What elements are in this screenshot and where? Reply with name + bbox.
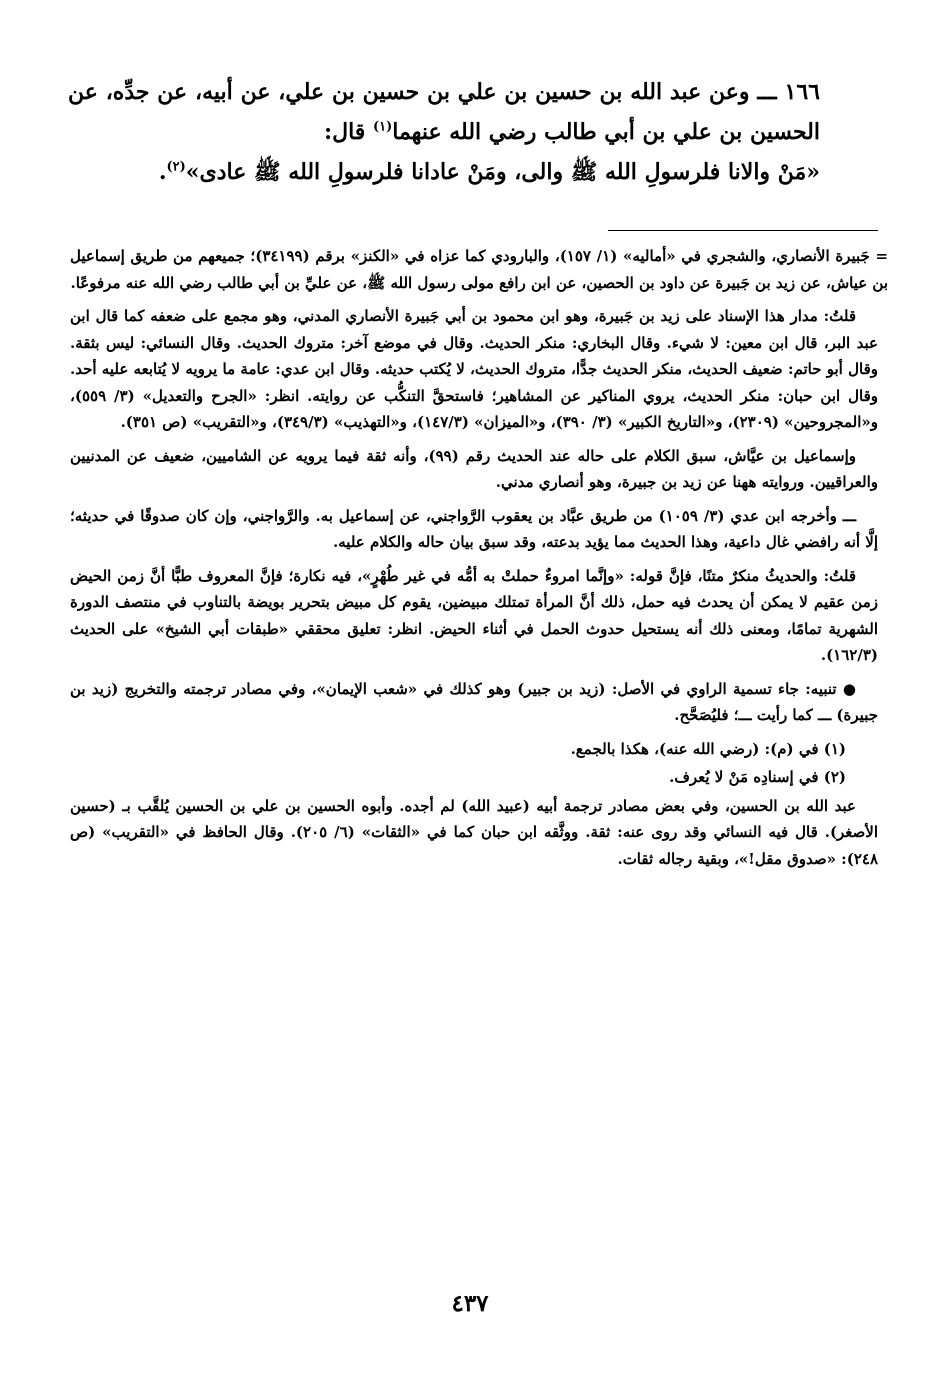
hadith-quote-text: «مَنْ والانا فلرسولِ الله ﷺ والى، ومَنْ عادانا فلرسولِ الله ﷺ عادى» — [185, 159, 820, 185]
footnote-paragraph: قلتُ: والحديثُ منكرٌ متنًا، فإنَّ قوله: «وإنَّما امروءٌ حملتْ به أمُّه في غير طُهْرٍ»، فيه نكارة؛ فإنَّ المعروف طبًّا أنَّ زمن الحيض زمن عقيم لا يمكن أن يحدث فيه حمل، ذلك أنَّ المرأة تمتلك مبيضين، يقوم كل مبيض بتحرير بويضة بالتناوب في منتصف الدورة الشهرية تمامًا، ومعنى ذلك أنه يستحيل حدوث الحمل في أثناء الحيض. انظر: تعليق محققي «طبقات أبي الشيخ» على الحديث (١٦٢/٣). — [70, 566, 878, 664]
footnote-marker-2: (٢) — [166, 159, 186, 175]
footnote-1: (١) في (م): (رضي الله عنه)، هكذا بالجمع. — [570, 739, 846, 758]
page-number: ٤٣٧ — [451, 1290, 489, 1317]
hadith-chain-text: ١٦٦ ـــ وعن عبد الله بن حسين بن علي بن حسين بن علي، عن أبيه، عن جدِّه، عن الحسين بن علي بن أبي طالب رضي الله عنهما — [68, 79, 820, 145]
footnote-paragraph: قلتُ: مدار هذا الإسناد على زيد بن جَبيرة، وهو ابن محمود بن أبي جَبيرة الأنصاري المدني، وهو مجمع على ضعفه كما قال ابن عبد البر، قال ابن معين: لا شيء. وقال البخاري: منكر الحديث. وقال في موضع آخر: متروك الحديث. وقال النسائي: ليس بثقة. وقال أبو حاتم: ضعيف الحديث، منكر الحديث جدًّا، متروك الحديث، لا يُكتب حديثه. وقال ابن عدي: عامة ما يرويه لا يُتابعه عليه أحد. وقال ابن حبان: منكر الحديث، يروي المناكير عن المشاهير؛ فاستحقَّ التنكُّب عن روايته. انظر: «الجرح والتعديل» (٣/ ٥٥٩)، و«المجروحين» (٢٣٠٩)، و«التاريخ الكبير» (٣/ ٣٩٠)، و«الميزان» (١٤٧/٣)، و«التهذيب» (٣٤٩/٣)، و«التقريب» (ص ٣٥١). — [70, 307, 878, 431]
hadith-quote-end: . — [158, 159, 167, 185]
footnote-continuation: = جَبيرة الأنصاري، والشجري في «أماليه» (١/ ١٥٧)، والبارودي كما عزاه في «الكنز» برقم (٣٤١٩٩)؛ جميعهم من طريق إسماعيل بن عياش، عن زيد بن جَبيرة عن داود بن الحصين، عن ابن رافع مولى رسول الله ﷺ، عن عليِّ بن أبي طالب رضي الله عنه مرفوعًا. — [70, 247, 889, 292]
footnote-paragraph: ـــ وأخرجه ابن عدي (٣/ ١٠٥٩) من طريق عبَّاد بن يعقوب الرَّواجني، عن إسماعيل به. والرَّواجني، وإن كان صدوقًا في حديثه؛ إلَّا أنه رافضي غال داعية، وهذا الحديث مما يؤيد بدعته، وقد سبق بيان حاله والكلام عليه. — [70, 506, 878, 551]
footnote-separator — [608, 230, 878, 231]
hadith-quote — [68, 152, 820, 192]
footnote-paragraph: وإسماعيل بن عيَّاش، سبق الكلام على حاله عند الحديث رقم (٩٩)، وأنه ثقة فيما يرويه عن الشاميين، ضعيف عن المدنيين والعراقيين. وروايته ههنا عن زيد بن جبيرة، وهو أنصاري مدني. — [70, 446, 878, 491]
hadith-chain-end: قال: — [323, 119, 373, 145]
hadith-chain — [68, 72, 820, 152]
footnote-paragraph: عبد الله بن الحسين، وفي بعض مصادر ترجمة أبيه (عبيد الله) لم أجده. وأبوه الحسين بن علي بن الحسين يُلقَّب بـ (حسين الأصغر). قال فيه النسائي وقد روى عنه: ثقة. ووثَّقه ابن حبان كما في «الثقات» (٦/ ٢٠٥). وقال الحافظ في «التقريب» (ص ٢٤٨): «صدوق مقل!»، وبقية رجاله ثقات. — [70, 796, 879, 868]
footnote-marker-1: (١) — [372, 119, 393, 135]
footnote-2: (٢) في إسنادِه مَنْ لا يُعرف. — [669, 768, 846, 786]
footnote-note: ● تنبيه: جاء تسمية الراوي في الأصل: (زيد بن جبير) وهو كذلك في «شعب الإيمان»، وفي مصادر ترجمته والتخريج (زيد بن جبيرة) ـــ كما رأيت ـــ؛ فليُصَحَّح. — [70, 679, 878, 724]
hadith-text — [68, 72, 820, 192]
footnotes-section — [70, 243, 889, 879]
